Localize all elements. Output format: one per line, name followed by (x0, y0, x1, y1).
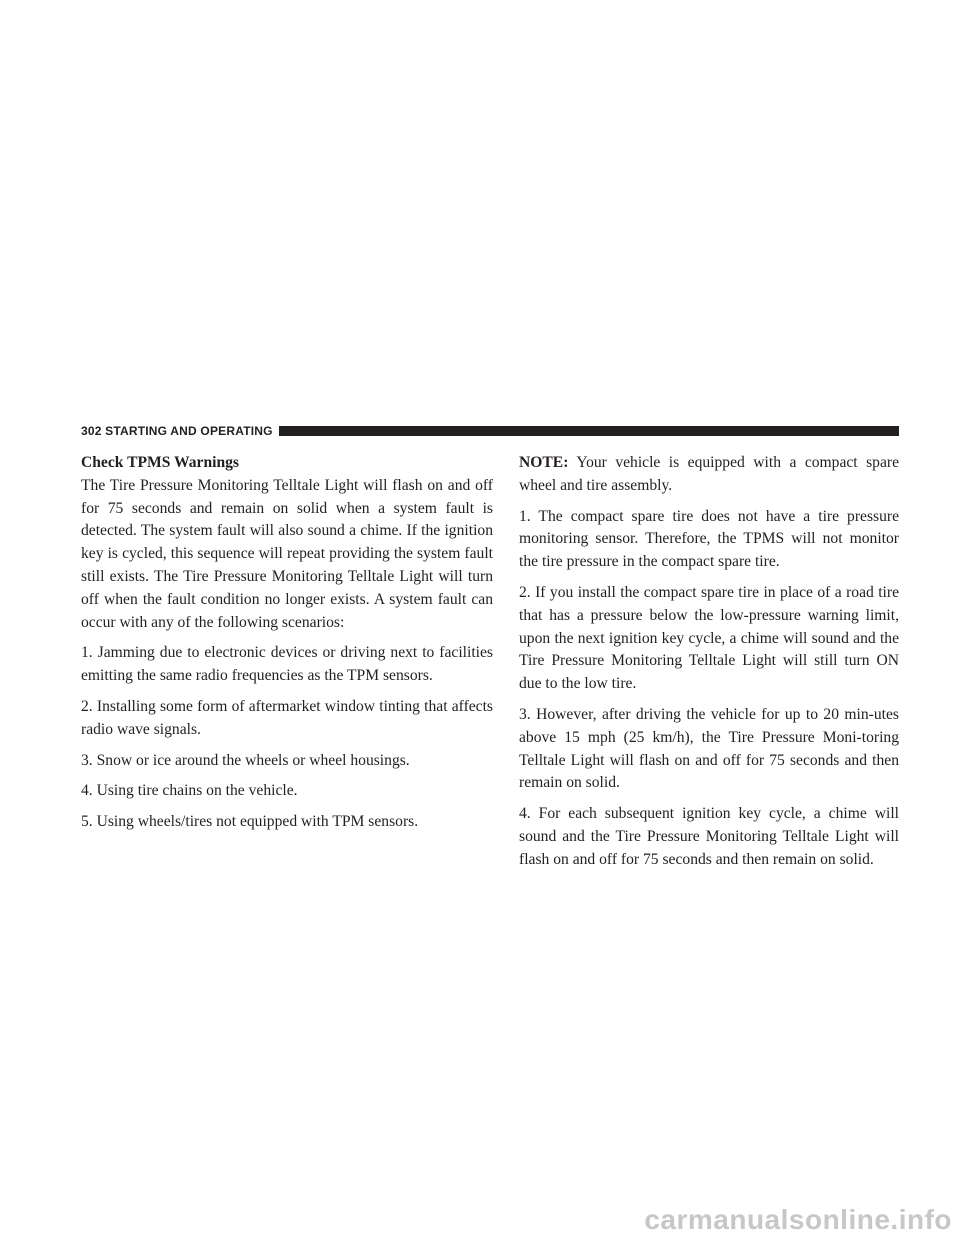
right-column (519, 452, 899, 880)
left-column (81, 452, 493, 842)
list-item: 2. Installing some form of aftermarket window tinting that affects radio wave signals. (81, 697, 493, 738)
watermark: carmanualsonline.info (644, 1204, 952, 1235)
page-header (81, 424, 899, 438)
list-item: 4. For each subsequent ignition key cycle, a chime will sound and the Tire Pressure Monitoring Telltale Light will flash on and off for 75 seconds and then remain on solid. (519, 805, 899, 868)
paragraph: The Tire Pressure Monitoring Telltale Light will flash on and off for 75 seconds and remain on solid when a system fault is detected. The system fault will also sound a chime. If the ignition key is cycled, this sequence will repeat providing the system fault still exists. The Tire Pressure Monitoring Telltale Light will turn off when the fault condition no longer exists. A system fault can occur with any of the following scenarios: (81, 476, 493, 631)
header-rule (279, 426, 899, 436)
list-item: 1. The compact spare tire does not have a tire pressure monitoring sensor. Therefore, the TPMS will not monitor the tire pressure in the compact spare tire. (519, 507, 899, 571)
note-label: NOTE: (519, 454, 569, 471)
note (519, 452, 899, 498)
list-item: 3. Snow or ice around the wheels or wheel housings. (81, 751, 410, 769)
page-header-label: 302 STARTING AND OPERATING (81, 424, 273, 438)
note-text: Your vehicle is equipped with a compact spare wheel and tire assembly. (519, 454, 899, 494)
list-item: 2. If you install the compact spare tire in place of a road tire that has a pressure below the low-pressure warning limit, upon the next ignition key cycle, a chime will sound and the Tire Pressure Monitoring Telltale Light will still turn ON due to the low tire. (519, 583, 899, 693)
list-item: 5. Using wheels/tires not equipped with TPM sensors. (81, 813, 419, 831)
list-item: 4. Using tire chains on the vehicle. (81, 782, 298, 800)
list-item: 1. Jamming due to electronic devices or driving next to facilities emitting the same radio frequencies as the TPM sensors. (81, 644, 493, 685)
list-item: 3. However, after driving the vehicle for up to 20 min-utes above 15 mph (25 km/h), the Tire Pressure Moni-toring Telltale Light will flash on and off for 75 seconds and then remain on solid. (519, 705, 899, 792)
section-heading: Check TPMS Warnings (81, 454, 239, 471)
